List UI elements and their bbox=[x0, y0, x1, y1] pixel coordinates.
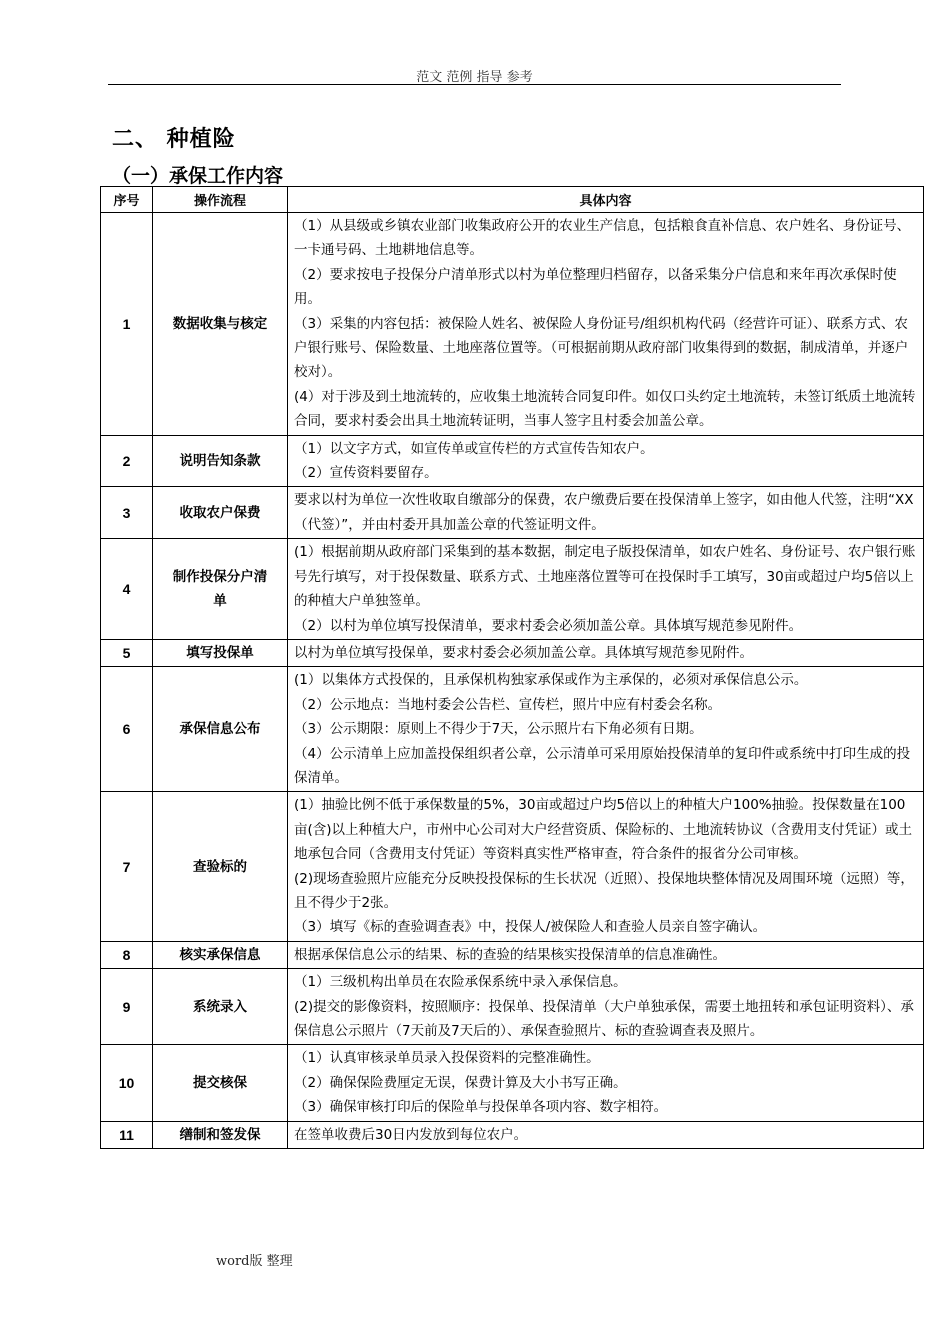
table-row bbox=[101, 667, 924, 792]
content-paragraph: （1）三级机构出单员在农险承保系统中录入承保信息。 bbox=[294, 974, 627, 991]
table-header-row bbox=[101, 187, 924, 213]
content-paragraph: (4）对于涉及到土地流转的，应收集土地流转合同复印件。如仅口头约定土地流转，未签订纸质土地流转合同，要求村委会出具土地流转证明，当事人签字且村委会加盖公章。 bbox=[294, 388, 916, 430]
table-row bbox=[101, 639, 924, 666]
table-row bbox=[101, 435, 924, 487]
process-step: 系统录入 bbox=[153, 969, 288, 1045]
content-paragraph: （2）以村为单位填写投保清单，要求村委会必须加盖公章。具体填写规范参见附件。 bbox=[294, 617, 803, 634]
content-paragraph: （1）以文字方式，如宣传单或宣传栏的方式宣传告知农户。 bbox=[294, 440, 654, 457]
content-paragraph: 根据承保信息公示的结果、标的查验的结果核实投保清单的信息准确性。 bbox=[294, 946, 726, 963]
content-paragraph: （2）要求按电子投保分户清单形式以村为单位整理归档留存，以备采集分户信息和来年再次承保时使用。 bbox=[294, 266, 897, 308]
table-row bbox=[101, 969, 924, 1045]
content-paragraph: （3）确保审核打印后的保险单与投保单各项内容、数字相符。 bbox=[294, 1099, 668, 1116]
content-cell bbox=[288, 639, 924, 666]
row-index: 9 bbox=[101, 969, 153, 1045]
table-row bbox=[101, 1045, 924, 1121]
row-index: 6 bbox=[101, 667, 153, 792]
content-cell bbox=[288, 213, 924, 436]
content-paragraph: （1）从县级或乡镇农业部门收集政府公开的农业生产信息，包括粮食直补信息、农户姓名、身份证号、一卡通号码、土地耕地信息等。 bbox=[294, 218, 911, 259]
process-step: 提交核保 bbox=[153, 1045, 288, 1121]
row-index: 10 bbox=[101, 1045, 153, 1121]
page-footer: word版 整理 bbox=[216, 1254, 293, 1269]
process-step: 缮制和签发保 bbox=[153, 1121, 288, 1148]
content-paragraph: 要求以村为单位一次性收取自缴部分的保费，农户缴费后要在投保清单上签字，如由他人代签，注明“XX（代签）”，并由村委开具加盖公章的代签证明文件。 bbox=[294, 492, 914, 533]
content-cell bbox=[288, 792, 924, 941]
process-step: 说明告知条款 bbox=[153, 435, 288, 487]
content-paragraph: （2）公示地点：当地村委会公告栏、宣传栏，照片中应有村委会名称。 bbox=[294, 696, 722, 713]
content-paragraph: （3）填写《标的查验调查表》中，投保人/被保险人和查验人员亲自签字确认。 bbox=[294, 919, 767, 936]
row-index: 3 bbox=[101, 487, 153, 539]
table-row bbox=[101, 792, 924, 941]
row-index: 5 bbox=[101, 639, 153, 666]
table-row bbox=[101, 213, 924, 436]
row-index: 8 bbox=[101, 941, 153, 968]
table-row bbox=[101, 487, 924, 539]
process-step: 数据收集与核定 bbox=[153, 213, 288, 436]
content-cell bbox=[288, 667, 924, 792]
column-header-index: 序号 bbox=[101, 187, 153, 213]
content-paragraph: 以村为单位填写投保单，要求村委会必须加盖公章。具体填写规范参见附件。 bbox=[294, 644, 753, 661]
row-index: 2 bbox=[101, 435, 153, 487]
process-step: 承保信息公布 bbox=[153, 667, 288, 792]
content-paragraph: （4）公示清单上应加盖投保组织者公章，公示清单可采用原始投保清单的复印件或系统中打印生成的投保清单。 bbox=[294, 745, 911, 786]
content-paragraph: (1）以集体方式投保的，且承保机构独家承保或作为主承保的，必须对承保信息公示。 bbox=[294, 672, 808, 689]
content-paragraph: （2）确保保险费厘定无误，保费计算及大小书写正确。 bbox=[294, 1074, 627, 1091]
process-step: 查验标的 bbox=[153, 792, 288, 941]
subsection-title: （一）承保工作内容 bbox=[112, 165, 284, 187]
header-rule bbox=[108, 84, 841, 85]
row-index: 7 bbox=[101, 792, 153, 941]
content-paragraph: (2)现场查验照片应能充分反映投投保标的生长状况（近照）、投保地块整体情况及周围环境（远照）等，且不得少于2张。 bbox=[294, 870, 914, 911]
content-cell bbox=[288, 941, 924, 968]
content-cell bbox=[288, 487, 924, 539]
process-step: 制作投保分户清单 bbox=[153, 539, 288, 640]
content-paragraph: （2）宣传资料要留存。 bbox=[294, 465, 438, 482]
row-index: 11 bbox=[101, 1121, 153, 1148]
content-paragraph: （3）公示期限：原则上不得少于7天，公示照片右下角必须有日期。 bbox=[294, 721, 703, 738]
content-paragraph: 在签单收费后30日内发放到每位农户。 bbox=[294, 1126, 528, 1143]
content-cell bbox=[288, 435, 924, 487]
underwriting-table bbox=[100, 186, 924, 1149]
content-cell bbox=[288, 1121, 924, 1148]
content-cell bbox=[288, 539, 924, 640]
content-paragraph: (1）抽验比例不低于承保数量的5%，30亩或超过户均5倍以上的种植大户100%抽验。投保数量在100亩(含)以上种植大户，市州中心公司对大户经营资质、保险标的、土地流转协议（含费用支付凭证）或土地承包合同（含费用支付凭证）等资料真实性严格审查，符合条件的报省分公司审核。 bbox=[294, 797, 913, 863]
table-row bbox=[101, 941, 924, 968]
table-row bbox=[101, 1121, 924, 1148]
content-paragraph: (1）根据前期从政府部门采集到的基本数据，制定电子版投保清单，如农户姓名、身份证号、农户银行账号先行填写，对于投保数量、联系方式、土地座落位置等可在投保时手工填写，30亩或超过户均5倍以上的种植大户单独签单。 bbox=[294, 544, 916, 610]
process-step: 填写投保单 bbox=[153, 639, 288, 666]
row-index: 1 bbox=[101, 213, 153, 436]
page-header: 范文 范例 指导 参考 bbox=[416, 70, 533, 85]
row-index: 4 bbox=[101, 539, 153, 640]
content-cell bbox=[288, 969, 924, 1045]
column-header-process: 操作流程 bbox=[153, 187, 288, 213]
content-paragraph: （1）认真审核录单员录入投保资料的完整准确性。 bbox=[294, 1050, 600, 1067]
process-step: 收取农户保费 bbox=[153, 487, 288, 539]
column-header-content: 具体内容 bbox=[288, 187, 924, 213]
content-paragraph: （3）采集的内容包括：被保险人姓名、被保险人身份证号/组织机构代码（经营许可证）、联系方式、农户银行账号、保险数量、土地座落位置等。（可根据前期从政府部门收集得到的数据，制成清单，并逐户校对）。 bbox=[294, 315, 909, 381]
table-row bbox=[101, 539, 924, 640]
content-cell bbox=[288, 1045, 924, 1121]
process-step: 核实承保信息 bbox=[153, 941, 288, 968]
section-title: 二、 种植险 bbox=[112, 127, 236, 152]
table-body bbox=[101, 213, 924, 1149]
content-paragraph: (2)提交的影像资料，按照顺序：投保单、投保清单（大户单独承保，需要土地扭转和承包证明资料）、承保信息公示照片（7天前及7天后的）、承保查验照片、标的查验调查表及照片。 bbox=[294, 998, 914, 1039]
